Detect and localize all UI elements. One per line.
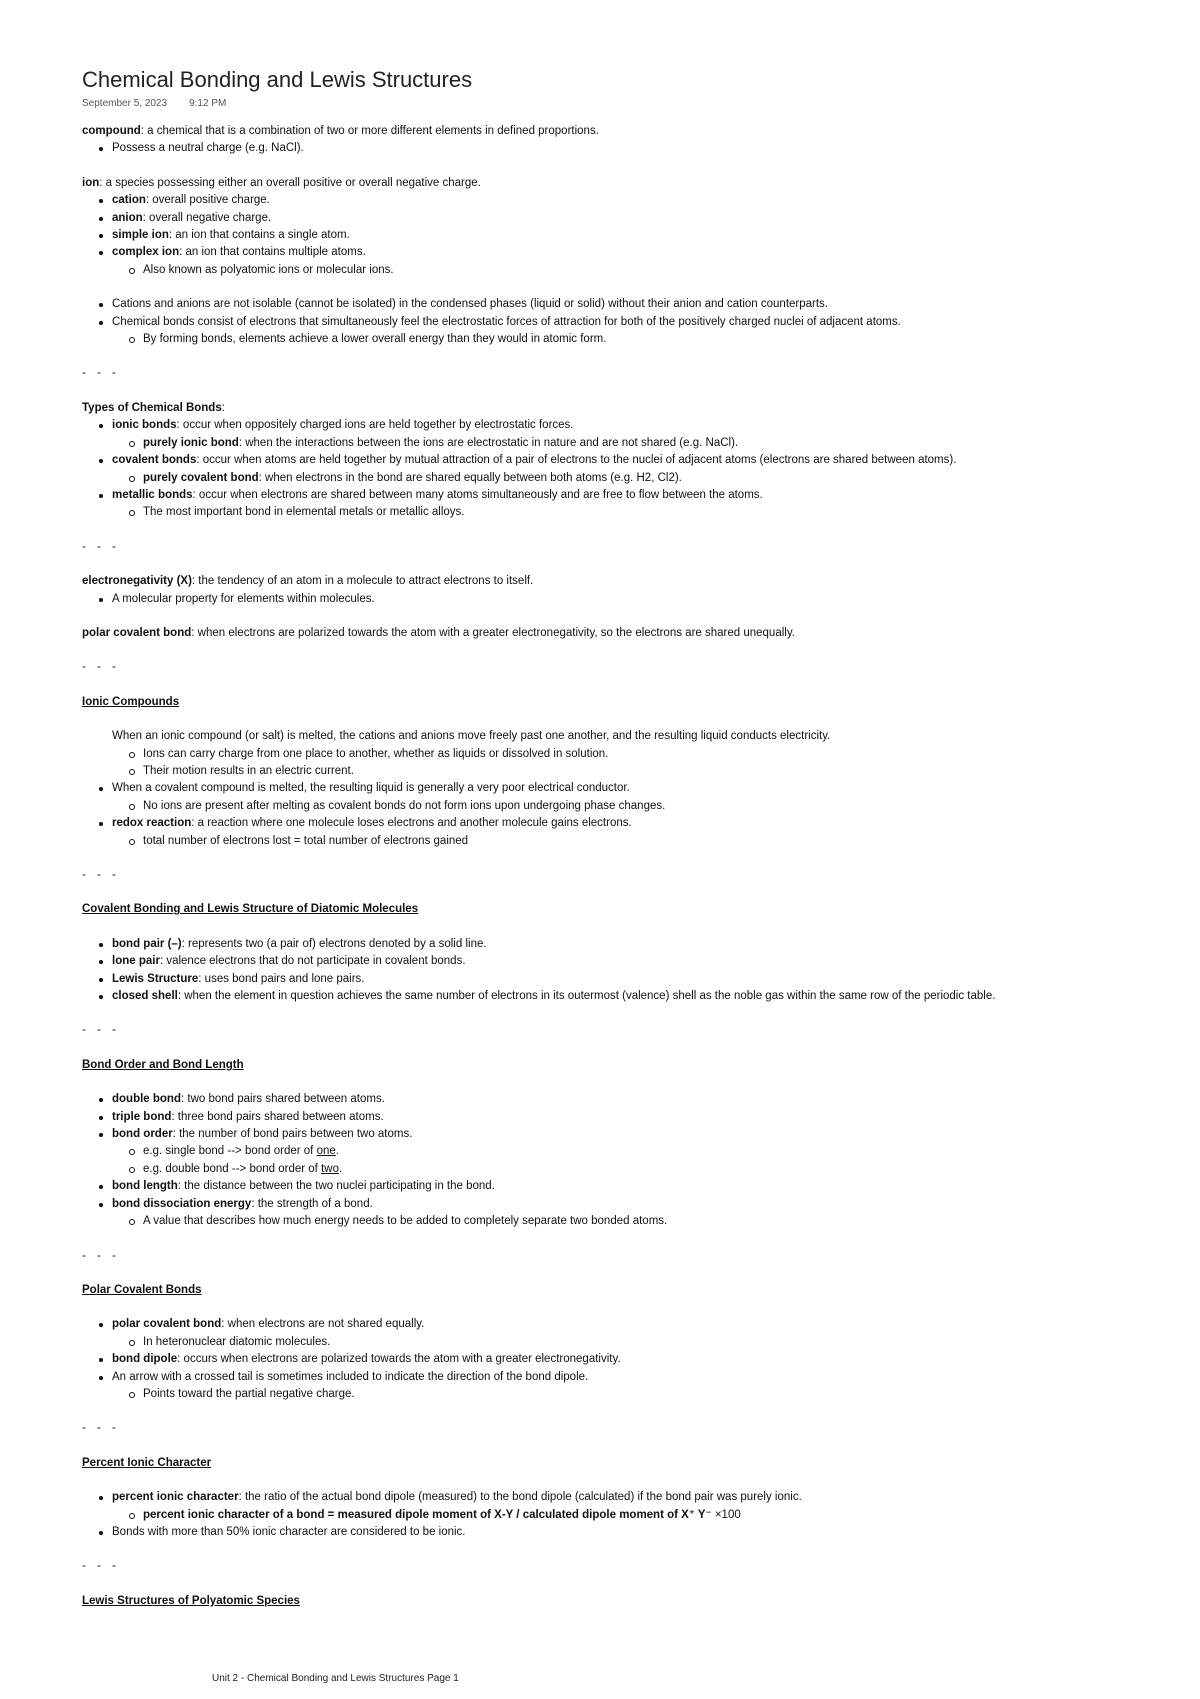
example-value: two [321,1162,339,1175]
separator: - - - [82,367,120,380]
list-item: Cations and anions are not isolable (cannot be isolated) in the condensed phases (liquid or solid) without their anion and cation counterparts. [82,296,1162,313]
term: lone pair [112,955,160,968]
separator: - - - [82,540,120,553]
en-definition [82,573,1162,590]
definition: : when electrons are polarized towards the atom with a greater electronegativity, so the electrons are shared unequally. [191,626,795,639]
list-item [82,244,1162,261]
separator: - - - [82,1024,120,1037]
percent-list [82,1489,1162,1541]
list-item: Possess a neutral charge (e.g. NaCl). [82,140,1162,157]
definition: : overall positive charge. [145,194,270,207]
list-subitem: Their motion results in an electric current. [82,763,1162,780]
separator: - - - [82,661,120,674]
definition: : an ion that contains multiple atoms. [179,246,366,259]
section-heading: Covalent Bonding and Lewis Structure of Diatomic Molecules [82,903,419,916]
term: anion [112,211,143,224]
example-value: one [316,1145,336,1158]
section-heading: Percent Ionic Character [82,1456,212,1469]
diatomic-list [82,936,1162,1006]
definition: : the ratio of the actual bond dipole (measured) to the bond dipole (calculated) if the bond pair was purely ionic. [238,1491,802,1504]
ion-list [82,192,1162,279]
term: triple bond [112,1110,172,1123]
definition: : valence electrons that do not participate in covalent bonds. [159,955,466,968]
term: simple ion [112,229,169,242]
definition: : represents two (a pair of) electrons denoted by a solid line. [181,937,487,950]
section-heading: Ionic Compounds [82,695,180,708]
ion-notes [82,296,1162,348]
ion-definition [82,175,1162,192]
definition: : occurs when electrons are polarized towards the atom with a greater electronegativity. [177,1353,621,1366]
note-date: September 5, 2023 [82,98,168,109]
term: bond dipole [112,1353,178,1366]
compound-list [82,140,1162,157]
list-item [82,936,1162,953]
list-subitem: The most important bond in elemental metals or metallic alloys. [82,504,1162,521]
list-subitem: Points toward the partial negative charge. [82,1386,1162,1403]
bond-order-list [82,1091,1162,1230]
list-item [82,1091,1162,1108]
term: bond length [112,1180,178,1193]
term: ionic bonds [112,419,177,432]
list-item: An arrow with a crossed tail is sometimes included to indicate the direction of the bond dipole. [82,1369,1162,1386]
list-item [82,1489,1162,1506]
term: bond dissociation energy [112,1197,252,1210]
term: metallic bonds [112,488,193,501]
note-page [82,66,1162,1610]
term: polar covalent bond [112,1318,222,1331]
definition: : the tendency of an atom in a molecule to attract electrons to itself. [191,575,534,588]
list-item [82,1316,1162,1333]
term: closed shell [112,990,178,1003]
list-item [82,227,1162,244]
definition: : when the interactions between the ions are electrostatic in nature and are not shared (e.g. NaCl). [238,436,739,449]
term: Lewis Structure [112,972,199,985]
list-item [82,417,1162,434]
compound-definition [82,123,1162,140]
term: polar covalent bond [82,626,192,639]
term: bond order [112,1128,173,1141]
term: ion [82,176,100,189]
definition: : when electrons are not shared equally. [221,1318,425,1331]
term: percent ionic character [112,1491,239,1504]
definition: : occur when oppositely charged ions are held together by electrostatic forces. [176,419,574,432]
list-subitem: By forming bonds, elements achieve a lower overall energy than they would in atomic form. [82,331,1162,348]
types-heading [82,400,1162,417]
note-meta [82,95,1162,113]
list-subitem: A value that describes how much energy needs to be added to completely separate two bonded atoms. [82,1213,1162,1230]
ionic-list [82,746,1162,850]
list-item [82,1351,1162,1368]
section-heading: Polar Covalent Bonds [82,1283,202,1296]
section-heading: Bond Order and Bond Length [82,1058,244,1071]
term: bond pair (–) [112,937,182,950]
list-item [82,1109,1162,1126]
list-subitem [82,435,1162,452]
term: purely covalent bond [143,471,259,484]
list-subitem: Ions can carry charge from one place to another, whether as liquids or dissolved in solution. [82,746,1162,763]
definition: : overall negative charge. [142,211,272,224]
term: complex ion [112,246,180,259]
list-item [82,1196,1162,1213]
term: double bond [112,1093,181,1106]
list-item [82,487,1162,504]
formula: percent ionic character of a bond = measured dipole moment of X-Y / calculated dipole moment of X⁺ Y⁻ [143,1508,712,1521]
list-item [82,971,1162,988]
definition: : the strength of a bond. [251,1197,373,1210]
polar-list [82,1316,1162,1403]
list-subitem [82,1161,1162,1178]
definition: : occur when atoms are held together by mutual attraction of a pair of electrons to the nuclei of adjacent atoms (electrons are shared between atoms). [196,454,957,467]
list-item [82,1178,1162,1195]
separator: - - - [82,869,120,881]
polar-covalent-definition [82,625,1162,642]
example-end: . [338,1162,343,1175]
definition: : occur when electrons are shared between many atoms simultaneously and are free to flow between the atoms. [192,488,763,501]
example-text: e.g. double bond --> bond order of [143,1162,322,1175]
example-text: e.g. single bond --> bond order of [143,1145,317,1158]
term: electronegativity (X) [82,575,192,588]
section-heading: Lewis Structures of Polyatomic Species [82,1594,300,1607]
list-item: Chemical bonds consist of electrons that simultaneously feel the electrostatic forces of attraction for both of the positively charged nuclei of adjacent atoms. [82,314,1162,331]
types-list [82,417,1162,521]
list-subitem: In heteronuclear diatomic molecules. [82,1334,1162,1351]
list-item: When a covalent compound is melted, the resulting liquid is generally a very poor electrical conductor. [82,780,1162,797]
list-subitem: No ions are present after melting as covalent bonds do not form ions upon undergoing phase changes. [82,798,1162,815]
list-subitem [82,1507,1162,1524]
term: covalent bonds [112,454,197,467]
definition: : uses bond pairs and lone pairs. [198,972,365,985]
page-title: Chemical Bonding and Lewis Structures [82,67,473,92]
list-item [82,210,1162,227]
list-subitem [82,470,1162,487]
list-item [82,1126,1162,1143]
list-subitem [82,1143,1162,1160]
term: redox reaction [112,817,192,830]
term: cation [112,194,146,207]
list-item [82,988,1162,1005]
paragraph: When an ionic compound (or salt) is melted, the cations and anions move freely past one another, and the resulting liquid conducts electricity. [112,730,831,743]
list-item [82,953,1162,970]
definition: : the number of bond pairs between two atoms. [172,1128,413,1141]
note-time: 9:12 PM [189,98,227,109]
list-item: Bonds with more than 50% ionic character are considered to be ionic. [82,1524,1162,1541]
definition: : a species possessing either an overall positive or overall negative charge. [99,176,481,189]
section-heading: Types of Chemical Bonds [82,401,222,414]
list-item [82,452,1162,469]
en-list [82,591,1162,608]
separator: - - - [82,1249,120,1262]
definition: : two bond pairs shared between atoms. [180,1093,385,1106]
list-item [82,815,1162,832]
separator: - - - [82,1422,120,1435]
list-subitem: total number of electrons lost = total number of electrons gained [82,833,1162,850]
definition: : a reaction where one molecule loses electrons and another molecule gains electrons. [191,817,632,830]
term: purely ionic bond [143,436,239,449]
example-end: . [335,1145,339,1158]
definition: : the distance between the two nuclei participating in the bond. [177,1180,495,1193]
list-item: A molecular property for elements within molecules. [82,591,1162,608]
heading-colon: : [221,401,225,414]
list-subitem: Also known as polyatomic ions or molecular ions. [82,262,1162,279]
separator: - - - [82,1560,120,1573]
definition: : three bond pairs shared between atoms. [171,1110,384,1123]
definition: : an ion that contains a single atom. [168,229,350,242]
formula-multiplier: ×100 [711,1508,741,1521]
definition: : a chemical that is a combination of two or more different elements in defined proportions. [140,125,599,137]
definition: : when electrons in the bond are shared equally between both atoms (e.g. H2, Cl2). [258,471,682,484]
term: compound [82,125,141,137]
page-footer: Unit 2 - Chemical Bonding and Lewis Structures Page 1 [212,1673,459,1684]
list-item [82,192,1162,209]
definition: : when the element in question achieves the same number of electrons in its outermost (valence) shell as the noble gas within the same row of the periodic table. [177,990,996,1003]
